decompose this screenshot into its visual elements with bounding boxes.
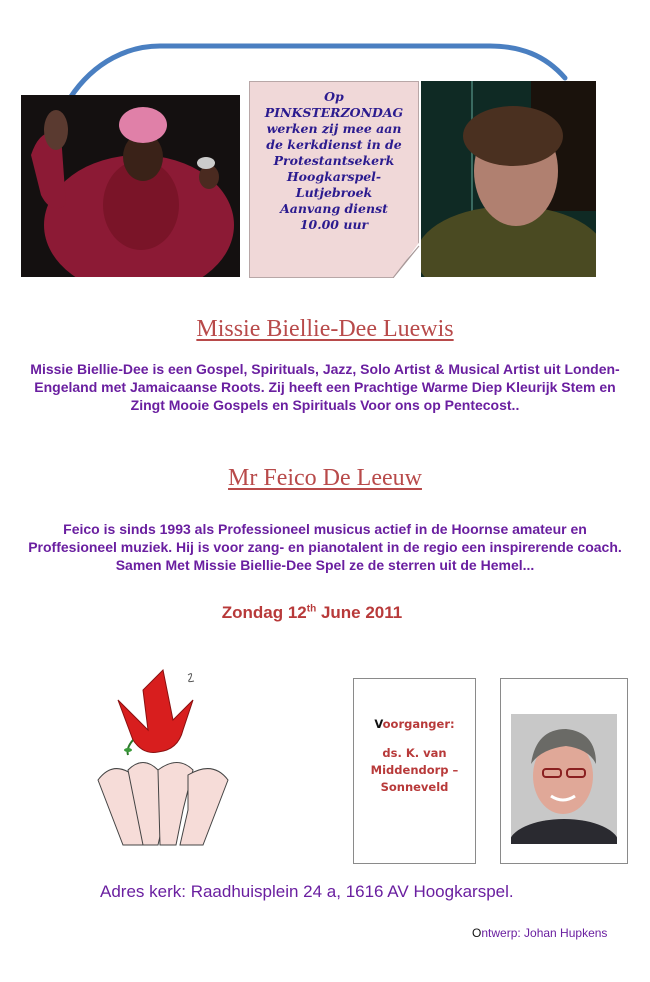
note-line: Protestantsekerk — [273, 153, 395, 168]
note-line: Hoogkarspel- — [286, 169, 382, 184]
artist1-bio: Missie Biellie-Dee is een Gospel, Spirituals, Jazz, Solo Artist & Musical Artist uit Londen-Engeland met Jamaicaanse Roots. Zij heeft een Prachtige Warme Diep Kleurijk Stem en Zingt Mooie Gospels en Spirituals Voor ons op Pentecost.. — [30, 361, 620, 413]
note-line: 10.00 uur — [299, 217, 369, 232]
event-date — [0, 603, 624, 623]
voorganger-name-line: Sonneveld — [380, 780, 449, 794]
note-line: de kerkdienst in de — [266, 137, 402, 152]
artist1-name: Missie Biellie-Dee Luewis — [196, 316, 454, 342]
service-announcement — [249, 89, 419, 233]
photo-missie-biellie-dee — [21, 95, 240, 277]
church-address: Adres kerk: Raadhuisplein 24 a, 1616 AV Hoogkarspel. — [100, 882, 514, 901]
artist2-name: Mr Feico De Leeuw — [228, 465, 422, 491]
photo-feico-de-leeuw — [421, 81, 596, 277]
voorganger-name-line: Middendorp – — [370, 763, 459, 777]
dove-icon — [118, 670, 194, 755]
note-page-curl — [393, 240, 421, 278]
date-day: Zondag 12 — [221, 603, 307, 622]
note-line: Aanvang dienst — [280, 201, 388, 216]
voorganger-name-line: ds. K. van — [382, 746, 447, 760]
note-line: Lutjebroek — [295, 185, 373, 200]
note-line: Op — [324, 89, 344, 104]
date-ordinal: th — [306, 603, 317, 615]
hands-icon — [98, 763, 228, 846]
note-line: PINKSTERZONDAG — [264, 105, 404, 120]
voorganger-info — [353, 716, 476, 796]
voorganger-label: Voorganger: — [374, 717, 455, 731]
artist2-bio: Feico is sinds 1993 als Professioneel musicus actief in de Hoornse amateur en Proffesioneel muziek. Hij is voor zang- en pianotalent in de regio een inspirerende coach. Samen Met Missie Biellie-Dee Spel ze de sterren uit de Hemel... — [28, 521, 622, 573]
photo-voorganger — [511, 714, 617, 844]
date-month-year: June 2011 — [316, 603, 403, 622]
design-credit: Ontwerp: Johan Hupkens — [472, 926, 608, 940]
note-line: werken zij mee aan — [266, 121, 402, 136]
dove-hands-illustration — [88, 660, 238, 850]
